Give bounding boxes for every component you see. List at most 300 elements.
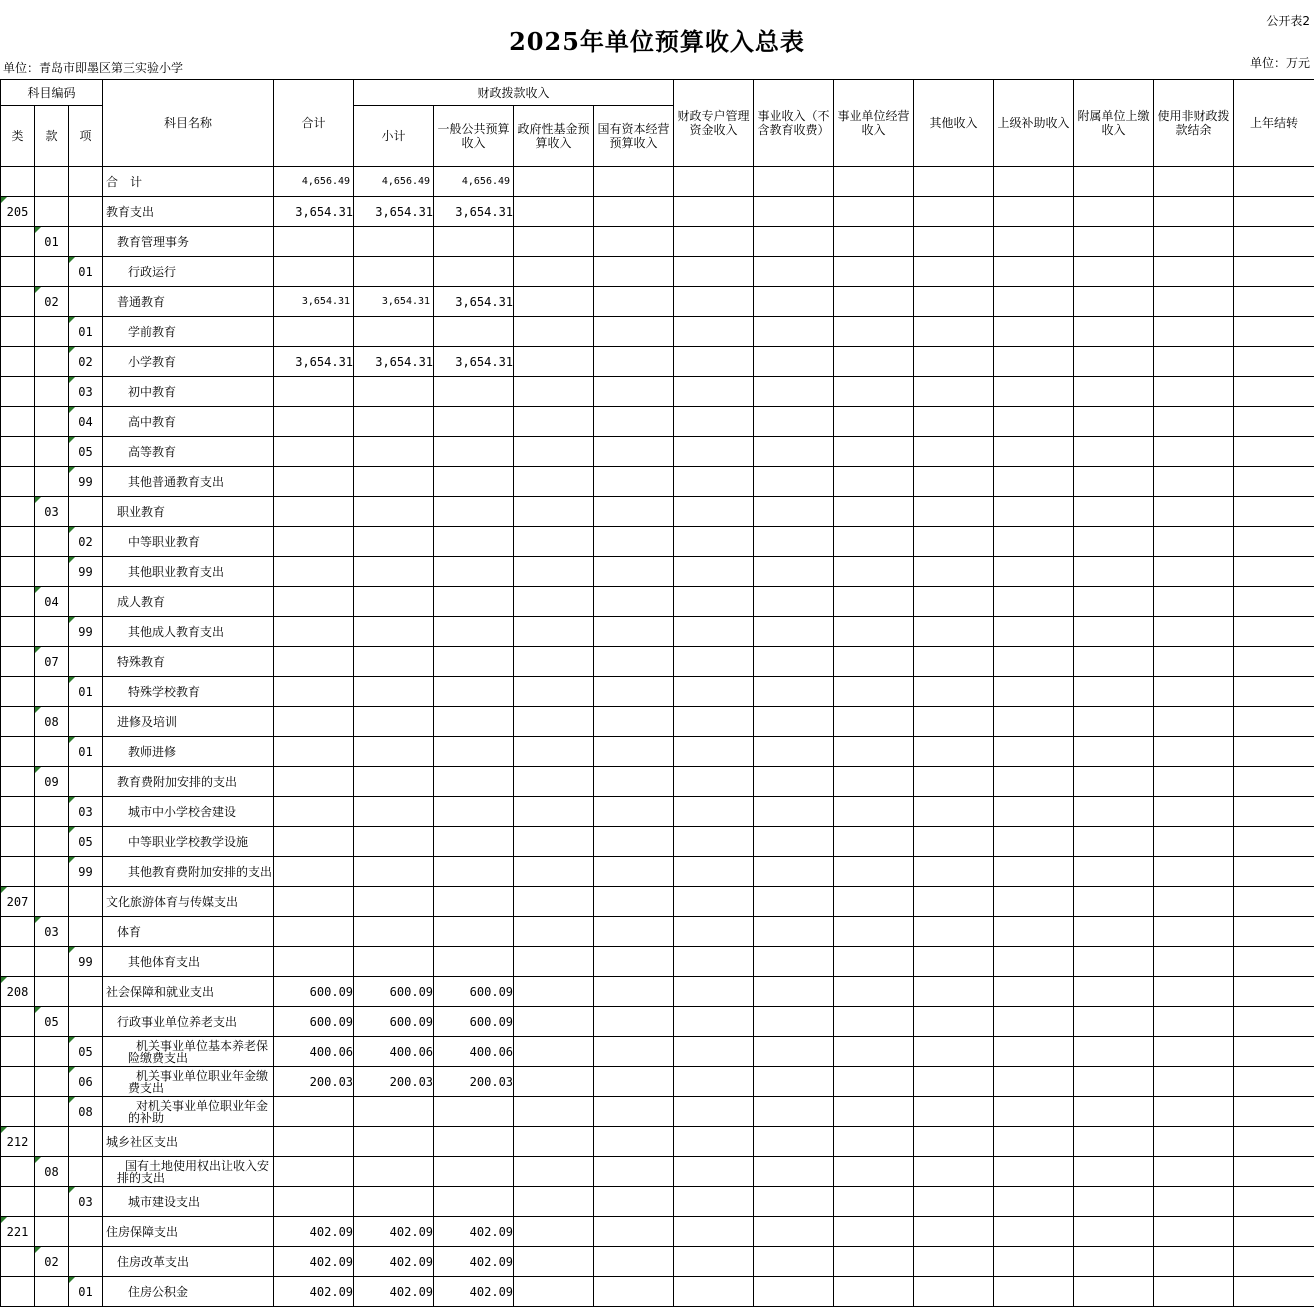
cell-state-capital	[594, 887, 674, 917]
cell-subtotal: 600.09	[354, 977, 434, 1007]
cell-gov-fund	[514, 767, 594, 797]
cell-special-account	[674, 947, 754, 977]
cell-other	[914, 317, 994, 347]
cell-lei	[1, 1187, 35, 1217]
cell-business	[754, 827, 834, 857]
cell-superior-subsidy	[994, 1157, 1074, 1187]
cell-lei	[1, 1037, 35, 1067]
cell-kuan	[35, 407, 69, 437]
cell-kuan: 09	[35, 767, 69, 797]
cell-lei	[1, 467, 35, 497]
cell-general	[434, 317, 514, 347]
cell-affiliate	[1074, 1007, 1154, 1037]
cell-kuan: 08	[35, 1157, 69, 1187]
cell-carryover	[1234, 707, 1314, 737]
cell-kuan	[35, 197, 69, 227]
cell-business	[754, 377, 834, 407]
cell-name: 城市中小学校舍建设	[103, 797, 274, 827]
cell-lei	[1, 1097, 35, 1127]
cell-affiliate	[1074, 317, 1154, 347]
cell-general	[434, 827, 514, 857]
cell-other	[914, 1187, 994, 1217]
cell-carryover	[1234, 467, 1314, 497]
cell-total	[274, 947, 354, 977]
cell-state-capital	[594, 1067, 674, 1097]
header-carryover: 上年结转	[1234, 80, 1314, 167]
cell-operating	[834, 1277, 914, 1307]
cell-state-capital	[594, 467, 674, 497]
cell-superior-subsidy	[994, 917, 1074, 947]
cell-gov-fund	[514, 317, 594, 347]
cell-non-fiscal	[1154, 1127, 1234, 1157]
cell-carryover	[1234, 677, 1314, 707]
cell-special-account	[674, 1247, 754, 1277]
cell-special-account	[674, 797, 754, 827]
cell-operating	[834, 857, 914, 887]
header-total: 合计	[274, 80, 354, 167]
cell-superior-subsidy	[994, 767, 1074, 797]
cell-business	[754, 287, 834, 317]
cell-operating	[834, 227, 914, 257]
cell-carryover	[1234, 647, 1314, 677]
cell-special-account	[674, 1127, 754, 1157]
cell-special-account	[674, 497, 754, 527]
cell-operating	[834, 917, 914, 947]
cell-general: 400.06	[434, 1037, 514, 1067]
cell-carryover	[1234, 737, 1314, 767]
cell-carryover	[1234, 527, 1314, 557]
cell-state-capital	[594, 707, 674, 737]
cell-state-capital	[594, 1247, 674, 1277]
cell-general	[434, 1097, 514, 1127]
cell-business	[754, 317, 834, 347]
table-row	[1, 797, 1314, 827]
table-row	[1, 1067, 1314, 1097]
cell-gov-fund	[514, 167, 594, 197]
cell-special-account	[674, 767, 754, 797]
cell-lei	[1, 377, 35, 407]
cell-gov-fund	[514, 587, 594, 617]
cell-general	[434, 257, 514, 287]
cell-carryover	[1234, 197, 1314, 227]
cell-special-account	[674, 347, 754, 377]
cell-special-account	[674, 407, 754, 437]
cell-business	[754, 947, 834, 977]
header-lei: 类	[1, 106, 35, 167]
cell-total: 600.09	[274, 977, 354, 1007]
cell-subtotal	[354, 947, 434, 977]
table-row	[1, 407, 1314, 437]
cell-total	[274, 617, 354, 647]
cell-general	[434, 377, 514, 407]
cell-xiang	[69, 707, 103, 737]
cell-state-capital	[594, 167, 674, 197]
cell-xiang	[69, 887, 103, 917]
cell-other	[914, 1217, 994, 1247]
cell-superior-subsidy	[994, 707, 1074, 737]
cell-other	[914, 857, 994, 887]
cell-non-fiscal	[1154, 917, 1234, 947]
cell-general: 600.09	[434, 977, 514, 1007]
table-row	[1, 947, 1314, 977]
cell-operating	[834, 827, 914, 857]
cell-special-account	[674, 167, 754, 197]
cell-affiliate	[1074, 347, 1154, 377]
cell-carryover	[1234, 1127, 1314, 1157]
table-row	[1, 287, 1314, 317]
header-fiscal-group: 财政拨款收入	[354, 80, 674, 106]
cell-gov-fund	[514, 1187, 594, 1217]
cell-total: 402.09	[274, 1247, 354, 1277]
cell-general	[434, 617, 514, 647]
cell-special-account	[674, 917, 754, 947]
cell-special-account	[674, 557, 754, 587]
cell-non-fiscal	[1154, 1277, 1234, 1307]
cell-special-account	[674, 527, 754, 557]
cell-state-capital	[594, 857, 674, 887]
cell-xiang	[69, 497, 103, 527]
cell-name: 机关事业单位基本养老保险缴费支出	[103, 1037, 274, 1067]
cell-affiliate	[1074, 287, 1154, 317]
cell-superior-subsidy	[994, 257, 1074, 287]
cell-affiliate	[1074, 437, 1154, 467]
cell-kuan	[35, 887, 69, 917]
cell-name: 教育费附加安排的支出	[103, 767, 274, 797]
cell-total: 3,654.31	[274, 347, 354, 377]
cell-special-account	[674, 587, 754, 617]
cell-subtotal	[354, 467, 434, 497]
cell-kuan	[35, 377, 69, 407]
cell-name: 住房保障支出	[103, 1217, 274, 1247]
cell-general	[434, 857, 514, 887]
cell-state-capital	[594, 797, 674, 827]
cell-superior-subsidy	[994, 1037, 1074, 1067]
cell-lei	[1, 587, 35, 617]
cell-kuan	[35, 257, 69, 287]
cell-state-capital	[594, 317, 674, 347]
cell-xiang: 03	[69, 1187, 103, 1217]
table-row	[1, 917, 1314, 947]
cell-affiliate	[1074, 557, 1154, 587]
cell-business	[754, 1097, 834, 1127]
cell-total	[274, 227, 354, 257]
cell-kuan	[35, 557, 69, 587]
cell-state-capital	[594, 677, 674, 707]
header-operating: 事业单位经营收入	[834, 80, 914, 167]
cell-xiang	[69, 167, 103, 197]
cell-special-account	[674, 197, 754, 227]
cell-subtotal: 3,654.31	[354, 197, 434, 227]
cell-kuan	[35, 737, 69, 767]
cell-superior-subsidy	[994, 827, 1074, 857]
header-xiang: 项	[69, 106, 103, 167]
cell-lei	[1, 797, 35, 827]
cell-general: 402.09	[434, 1277, 514, 1307]
cell-non-fiscal	[1154, 707, 1234, 737]
cell-xiang: 03	[69, 797, 103, 827]
cell-lei: 205	[1, 197, 35, 227]
cell-name: 特殊教育	[103, 647, 274, 677]
cell-state-capital	[594, 1097, 674, 1127]
cell-kuan: 05	[35, 1007, 69, 1037]
cell-xiang	[69, 1247, 103, 1277]
cell-carryover	[1234, 1157, 1314, 1187]
cell-other	[914, 167, 994, 197]
cell-affiliate	[1074, 827, 1154, 857]
cell-operating	[834, 767, 914, 797]
table-row	[1, 1247, 1314, 1277]
cell-xiang: 01	[69, 1277, 103, 1307]
header-affiliate: 附属单位上缴收入	[1074, 80, 1154, 167]
header-general: 一般公共预算收入	[434, 106, 514, 167]
cell-total	[274, 1157, 354, 1187]
cell-non-fiscal	[1154, 827, 1234, 857]
cell-non-fiscal	[1154, 1067, 1234, 1097]
cell-carryover	[1234, 617, 1314, 647]
cell-name: 高中教育	[103, 407, 274, 437]
cell-kuan	[35, 827, 69, 857]
cell-xiang: 04	[69, 407, 103, 437]
cell-affiliate	[1074, 1097, 1154, 1127]
cell-subtotal	[354, 767, 434, 797]
cell-general	[434, 227, 514, 257]
cell-operating	[834, 647, 914, 677]
cell-gov-fund	[514, 677, 594, 707]
cell-business	[754, 857, 834, 887]
cell-special-account	[674, 977, 754, 1007]
cell-general: 600.09	[434, 1007, 514, 1037]
cell-kuan	[35, 1277, 69, 1307]
cell-business	[754, 1157, 834, 1187]
cell-business	[754, 1187, 834, 1217]
cell-business	[754, 1277, 834, 1307]
table-row	[1, 467, 1314, 497]
table-row	[1, 977, 1314, 1007]
cell-name: 其他成人教育支出	[103, 617, 274, 647]
cell-business	[754, 1247, 834, 1277]
cell-other	[914, 347, 994, 377]
cell-business	[754, 257, 834, 287]
cell-affiliate	[1074, 257, 1154, 287]
cell-gov-fund	[514, 1007, 594, 1037]
cell-special-account	[674, 1217, 754, 1247]
cell-total	[274, 587, 354, 617]
cell-state-capital	[594, 827, 674, 857]
cell-xiang: 99	[69, 557, 103, 587]
cell-name: 教师进修	[103, 737, 274, 767]
cell-total	[274, 917, 354, 947]
cell-special-account	[674, 1097, 754, 1127]
cell-non-fiscal	[1154, 527, 1234, 557]
cell-operating	[834, 317, 914, 347]
header-superior-subsidy: 上级补助收入	[994, 80, 1074, 167]
cell-carryover	[1234, 227, 1314, 257]
cell-special-account	[674, 437, 754, 467]
cell-gov-fund	[514, 737, 594, 767]
cell-state-capital	[594, 977, 674, 1007]
cell-general: 200.03	[434, 1067, 514, 1097]
cell-general	[434, 707, 514, 737]
cell-special-account	[674, 1157, 754, 1187]
cell-operating	[834, 557, 914, 587]
cell-other	[914, 587, 994, 617]
cell-xiang	[69, 1157, 103, 1187]
cell-affiliate	[1074, 737, 1154, 767]
cell-subtotal	[354, 857, 434, 887]
cell-general	[434, 587, 514, 617]
cell-operating	[834, 197, 914, 227]
cell-business	[754, 227, 834, 257]
cell-name: 职业教育	[103, 497, 274, 527]
table-row	[1, 1007, 1314, 1037]
cell-non-fiscal	[1154, 377, 1234, 407]
cell-name: 教育管理事务	[103, 227, 274, 257]
cell-operating	[834, 467, 914, 497]
cell-general: 4,656.49	[434, 167, 514, 197]
cell-subtotal	[354, 677, 434, 707]
cell-general	[434, 797, 514, 827]
cell-superior-subsidy	[994, 467, 1074, 497]
cell-other	[914, 977, 994, 1007]
cell-business	[754, 767, 834, 797]
cell-carryover	[1234, 1097, 1314, 1127]
cell-affiliate	[1074, 197, 1154, 227]
cell-non-fiscal	[1154, 617, 1234, 647]
cell-subtotal: 3,654.31	[354, 347, 434, 377]
budget-revenue-table	[0, 79, 1314, 1307]
cell-operating	[834, 347, 914, 377]
cell-non-fiscal	[1154, 557, 1234, 587]
cell-operating	[834, 677, 914, 707]
cell-gov-fund	[514, 857, 594, 887]
cell-special-account	[674, 707, 754, 737]
cell-carryover	[1234, 767, 1314, 797]
cell-gov-fund	[514, 227, 594, 257]
header-special-account: 财政专户管理资金收入	[674, 80, 754, 167]
cell-xiang: 05	[69, 437, 103, 467]
cell-lei	[1, 827, 35, 857]
cell-total: 200.03	[274, 1067, 354, 1097]
cell-gov-fund	[514, 797, 594, 827]
cell-total	[274, 857, 354, 887]
cell-name: 国有土地使用权出让收入安排的支出	[103, 1157, 274, 1187]
cell-xiang: 01	[69, 737, 103, 767]
cell-xiang: 01	[69, 677, 103, 707]
cell-affiliate	[1074, 167, 1154, 197]
cell-business	[754, 1007, 834, 1037]
cell-name: 其他教育费附加安排的支出	[103, 857, 274, 887]
cell-affiliate	[1074, 947, 1154, 977]
cell-business	[754, 1067, 834, 1097]
cell-name: 其他体育支出	[103, 947, 274, 977]
cell-superior-subsidy	[994, 947, 1074, 977]
table-row	[1, 1097, 1314, 1127]
cell-gov-fund	[514, 917, 594, 947]
cell-xiang: 01	[69, 257, 103, 287]
table-row	[1, 557, 1314, 587]
cell-non-fiscal	[1154, 737, 1234, 767]
cell-special-account	[674, 677, 754, 707]
cell-other	[914, 527, 994, 557]
cell-general	[434, 917, 514, 947]
cell-xiang	[69, 197, 103, 227]
cell-state-capital	[594, 437, 674, 467]
cell-non-fiscal	[1154, 977, 1234, 1007]
cell-superior-subsidy	[994, 1127, 1074, 1157]
cell-state-capital	[594, 587, 674, 617]
cell-xiang	[69, 647, 103, 677]
cell-state-capital	[594, 617, 674, 647]
cell-general	[434, 647, 514, 677]
cell-special-account	[674, 257, 754, 287]
cell-business	[754, 737, 834, 767]
table-row	[1, 1037, 1314, 1067]
cell-gov-fund	[514, 347, 594, 377]
cell-affiliate	[1074, 407, 1154, 437]
cell-operating	[834, 377, 914, 407]
cell-lei	[1, 857, 35, 887]
table-row	[1, 497, 1314, 527]
cell-kuan: 02	[35, 287, 69, 317]
cell-lei	[1, 1067, 35, 1097]
table-row	[1, 1187, 1314, 1217]
cell-other	[914, 1157, 994, 1187]
table-row	[1, 1217, 1314, 1247]
table-row	[1, 737, 1314, 767]
table-row	[1, 167, 1314, 197]
cell-subtotal	[354, 737, 434, 767]
cell-operating	[834, 287, 914, 317]
cell-special-account	[674, 467, 754, 497]
cell-other	[914, 767, 994, 797]
cell-kuan	[35, 1127, 69, 1157]
cell-total	[274, 737, 354, 767]
cell-carryover	[1234, 947, 1314, 977]
cell-operating	[834, 407, 914, 437]
cell-state-capital	[594, 947, 674, 977]
cell-affiliate	[1074, 917, 1154, 947]
cell-non-fiscal	[1154, 1217, 1234, 1247]
cell-state-capital	[594, 737, 674, 767]
cell-operating	[834, 1127, 914, 1157]
cell-special-account	[674, 647, 754, 677]
cell-kuan	[35, 947, 69, 977]
cell-total	[274, 827, 354, 857]
cell-lei	[1, 647, 35, 677]
cell-total	[274, 1187, 354, 1217]
cell-special-account	[674, 1007, 754, 1037]
cell-affiliate	[1074, 1127, 1154, 1157]
cell-operating	[834, 1067, 914, 1097]
cell-subtotal	[354, 917, 434, 947]
cell-subtotal	[354, 797, 434, 827]
cell-kuan	[35, 467, 69, 497]
cell-lei	[1, 317, 35, 347]
cell-total: 400.06	[274, 1037, 354, 1067]
cell-name: 初中教育	[103, 377, 274, 407]
cell-xiang	[69, 767, 103, 797]
cell-affiliate	[1074, 467, 1154, 497]
cell-carryover	[1234, 557, 1314, 587]
cell-superior-subsidy	[994, 617, 1074, 647]
cell-carryover	[1234, 1247, 1314, 1277]
cell-name: 普通教育	[103, 287, 274, 317]
cell-non-fiscal	[1154, 1097, 1234, 1127]
cell-name: 合 计	[103, 167, 274, 197]
cell-special-account	[674, 1037, 754, 1067]
cell-carryover	[1234, 827, 1314, 857]
cell-lei	[1, 557, 35, 587]
